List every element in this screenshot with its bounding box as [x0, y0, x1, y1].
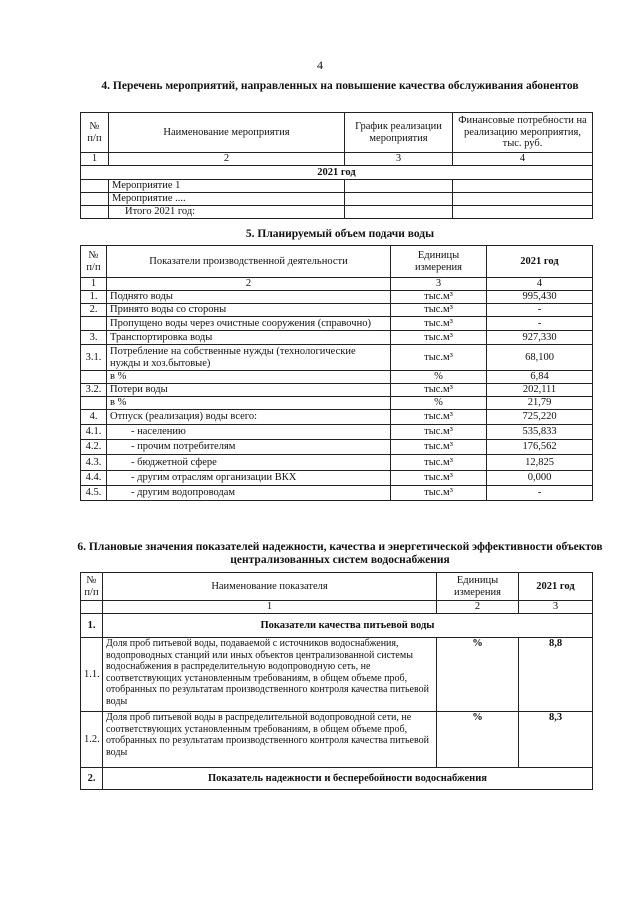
table-row	[81, 486, 593, 501]
header-cell: 2021 год	[519, 573, 593, 601]
section4-table	[80, 112, 593, 219]
header-cell: № п/п	[81, 246, 107, 278]
group-row	[81, 614, 593, 638]
group-number: 2.	[81, 768, 103, 790]
row-number: 2.	[81, 304, 107, 317]
indicator-name: - бюджетной сфере	[107, 455, 391, 471]
total-label: Итого 2021 год:	[109, 206, 345, 219]
indicator-name: Доля проб питьевой воды, подаваемой с источников водоснабжения, водопроводных станций или иных объектов централизованной системы водоснабжения в распределительную водопроводную сеть, не соответствующих установленным требованиям, в общем объеме проб, отобранных по результатам производственного контроля качества питьевой воды	[103, 638, 437, 712]
section5-title: 5. Планируемый объем подачи воды	[245, 228, 435, 240]
row-number: 4.3.	[81, 455, 107, 471]
unit-cell: тыс.м³	[391, 425, 487, 440]
table-row	[81, 440, 593, 455]
header-cell: Финансовые потребности на реализацию мероприятия, тыс. руб.	[453, 113, 593, 153]
year-label: 2021 год	[81, 166, 593, 180]
section6-table	[80, 572, 593, 790]
row-number	[81, 371, 107, 384]
value-cell: -	[487, 486, 593, 501]
table-row	[81, 304, 593, 317]
unit-cell: тыс.м³	[391, 291, 487, 304]
row-number	[81, 397, 107, 410]
row-number: 1.1.	[81, 638, 103, 712]
measure-name: Мероприятие ....	[109, 193, 345, 206]
col-number: 1	[103, 601, 437, 614]
table-row	[81, 425, 593, 440]
col-number: 2	[109, 153, 345, 166]
column-number-row	[81, 153, 593, 166]
table-row	[81, 193, 593, 206]
unit-cell: тыс.м³	[391, 317, 487, 331]
indicator-name: - прочим потребителям	[107, 440, 391, 455]
unit-cell: тыс.м³	[391, 345, 487, 371]
row-number: 3.2.	[81, 384, 107, 397]
unit-cell: %	[391, 397, 487, 410]
value-cell: 12,825	[487, 455, 593, 471]
value-cell: 535,833	[487, 425, 593, 440]
section4-title: 4. Перечень мероприятий, направленных на повышение качества обслуживания абонентов	[101, 80, 579, 92]
indicator-name: - другим водопроводам	[107, 486, 391, 501]
row-number: 4.	[81, 410, 107, 425]
column-number-row	[81, 278, 593, 291]
section5-table	[80, 245, 593, 501]
value-cell: 202,111	[487, 384, 593, 397]
header-cell: График реализации мероприятия	[345, 113, 453, 153]
indicator-name: в %	[107, 397, 391, 410]
col-number: 2	[107, 278, 391, 291]
indicator-name: Принято воды со стороны	[107, 304, 391, 317]
table-row	[81, 291, 593, 304]
indicator-name: Пропущено воды через очистные сооружения (справочно)	[107, 317, 391, 331]
unit-cell: тыс.м³	[391, 455, 487, 471]
table-row	[81, 455, 593, 471]
table-row	[81, 345, 593, 371]
table-header-row	[81, 113, 593, 153]
indicator-name: Потребление на собственные нужды (технологические нужды и хоз.бытовые)	[107, 345, 391, 371]
measure-name: Мероприятие 1	[109, 180, 345, 193]
value-cell: 927,330	[487, 331, 593, 345]
value-cell: -	[487, 304, 593, 317]
row-number: 3.1.	[81, 345, 107, 371]
section6-title: 6. Плановые значения показателей надежности, качества и энергетической эффективности объектов централизованных систем водоснабжения	[77, 541, 603, 566]
unit-cell: тыс.м³	[391, 486, 487, 501]
row-number: 4.5.	[81, 486, 107, 501]
col-number: 3	[345, 153, 453, 166]
indicator-name: Отпуск (реализация) воды всего:	[107, 410, 391, 425]
header-cell: Показатели производственной деятельности	[107, 246, 391, 278]
col-number: 3	[391, 278, 487, 291]
table-row	[81, 712, 593, 768]
value-cell: 0,000	[487, 471, 593, 486]
col-number: 1	[81, 278, 107, 291]
unit-cell: тыс.м³	[391, 304, 487, 317]
row-number	[81, 317, 107, 331]
indicator-value: 8,3	[519, 712, 593, 768]
table-row	[81, 384, 593, 397]
row-number: 4.4.	[81, 471, 107, 486]
unit-cell: тыс.м³	[391, 410, 487, 425]
row-number: 1.2.	[81, 712, 103, 768]
table-row	[81, 371, 593, 384]
table-row	[81, 331, 593, 345]
header-cell: 2021 год	[487, 246, 593, 278]
indicator-name: Потери воды	[107, 384, 391, 397]
indicator-name: Транспортировка воды	[107, 331, 391, 345]
col-number: 1	[81, 153, 109, 166]
value-cell: 21,79	[487, 397, 593, 410]
header-cell: № п/п	[81, 113, 109, 153]
value-cell: 68,100	[487, 345, 593, 371]
row-number: 4.1.	[81, 425, 107, 440]
unit-cell: тыс.м³	[391, 331, 487, 345]
header-cell: № п/п	[81, 573, 103, 601]
indicator-name: в %	[107, 371, 391, 384]
indicator-name: - другим отраслям организации ВКХ	[107, 471, 391, 486]
col-number: 2	[437, 601, 519, 614]
unit-cell: тыс.м³	[391, 440, 487, 455]
header-cell: Единицы измерения	[437, 573, 519, 601]
table-row	[81, 638, 593, 712]
group-title: Показатели качества питьевой воды	[103, 614, 593, 638]
table-row	[81, 397, 593, 410]
header-cell: Единицы измерения	[391, 246, 487, 278]
column-number-row	[81, 601, 593, 614]
value-cell: 725,220	[487, 410, 593, 425]
unit-cell: тыс.м³	[391, 384, 487, 397]
table-row	[81, 206, 593, 219]
indicator-unit: %	[437, 712, 519, 768]
group-number: 1.	[81, 614, 103, 638]
table-row	[81, 317, 593, 331]
indicator-unit: %	[437, 638, 519, 712]
year-row	[81, 166, 593, 180]
value-cell: 6,84	[487, 371, 593, 384]
row-number: 4.2.	[81, 440, 107, 455]
value-cell: 995,430	[487, 291, 593, 304]
page-number: 4	[317, 58, 323, 72]
indicator-name: Доля проб питьевой воды в распределительной водопроводной сети, не соответствующих установленным требованиям, в общем объеме проб, отобранных по результатам производственного контроля качества питьевой воды	[103, 712, 437, 768]
row-number: 3.	[81, 331, 107, 345]
indicator-name: - населению	[107, 425, 391, 440]
col-number: 4	[453, 153, 593, 166]
col-number: 4	[487, 278, 593, 291]
unit-cell: тыс.м³	[391, 471, 487, 486]
section5-rows	[81, 291, 593, 501]
indicator-value: 8,8	[519, 638, 593, 712]
table-row	[81, 471, 593, 486]
table-header-row	[81, 573, 593, 601]
row-number: 1.	[81, 291, 107, 304]
unit-cell: %	[391, 371, 487, 384]
table-row	[81, 410, 593, 425]
value-cell: 176,562	[487, 440, 593, 455]
indicator-name: Поднято воды	[107, 291, 391, 304]
table-row	[81, 180, 593, 193]
group-row	[81, 768, 593, 790]
table-header-row	[81, 246, 593, 278]
group-title: Показатель надежности и бесперебойности водоснабжения	[103, 768, 593, 790]
col-number: 3	[519, 601, 593, 614]
value-cell: -	[487, 317, 593, 331]
header-cell: Наименование мероприятия	[109, 113, 345, 153]
header-cell: Наименование показателя	[103, 573, 437, 601]
